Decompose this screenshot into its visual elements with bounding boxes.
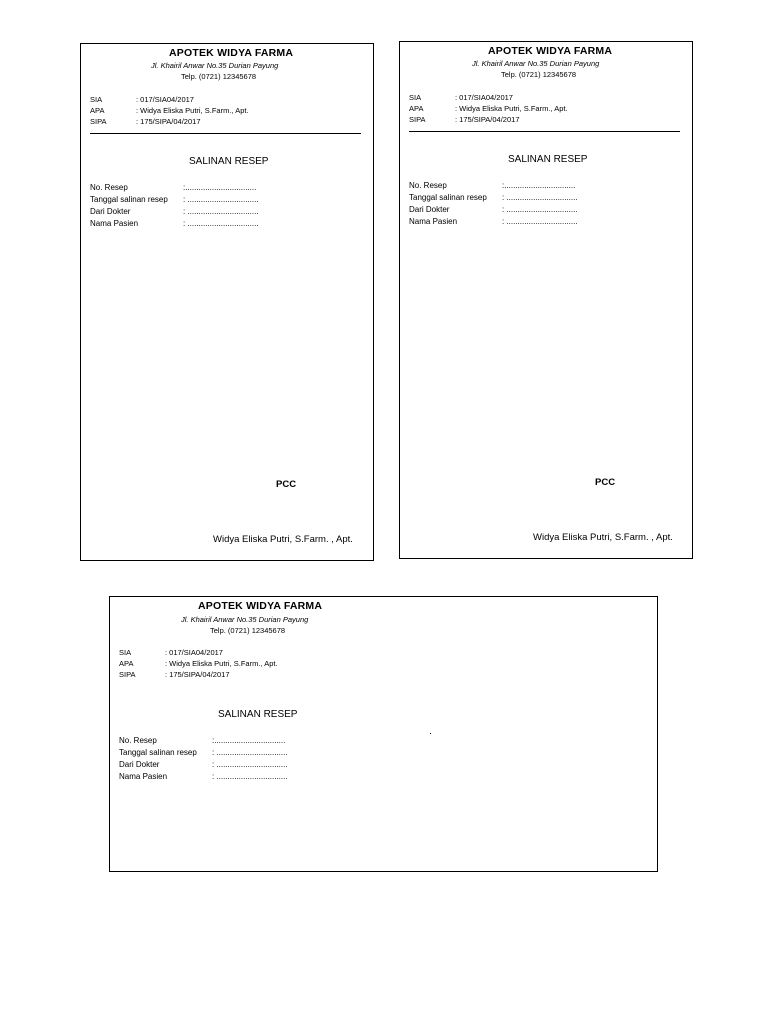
- license-key: SIPA: [409, 115, 426, 124]
- pharmacy-phone: Telp. (0721) 12345678: [181, 72, 257, 81]
- field-nama-pasien: [409, 216, 578, 228]
- license-value: : 175/SIPA/04/2017: [455, 115, 520, 124]
- license-sia: [409, 93, 513, 102]
- field-value: : ................................: [502, 205, 578, 214]
- license-key: SIA: [90, 95, 103, 104]
- license-key: APA: [119, 659, 134, 668]
- pharmacy-name: APOTEK WIDYA FARMA: [169, 47, 294, 59]
- prescription-fields: [90, 182, 259, 230]
- field-value: : ................................: [183, 207, 259, 216]
- field-label: No. Resep: [119, 736, 157, 745]
- field-no-resep: [119, 735, 288, 747]
- license-key: APA: [90, 106, 105, 115]
- prescription-copy-sheet-2: [399, 41, 693, 559]
- pharmacist-signature-name: Widya Eliska Putri, S.Farm. , Apt.: [533, 532, 673, 543]
- license-apa: [90, 106, 249, 115]
- field-dari-dokter: [409, 204, 578, 216]
- license-sipa: [409, 115, 520, 124]
- field-value: :................................: [502, 181, 576, 190]
- prescription-fields: [409, 180, 578, 228]
- license-sia: [119, 648, 223, 657]
- field-label: Nama Pasien: [409, 217, 458, 226]
- prescription-copy-sheet-3: [109, 596, 658, 872]
- field-value: : ................................: [502, 193, 578, 202]
- license-apa: [119, 659, 278, 668]
- field-value: : ................................: [183, 195, 259, 204]
- license-apa: [409, 104, 568, 113]
- field-label: Dari Dokter: [90, 207, 131, 216]
- license-value: : 017/SIA04/2017: [136, 95, 194, 104]
- license-key: APA: [409, 104, 424, 113]
- field-label: Nama Pasien: [119, 772, 168, 781]
- header-divider: [90, 133, 361, 134]
- field-dari-dokter: [119, 759, 288, 771]
- license-value: : 175/SIPA/04/2017: [136, 117, 201, 126]
- license-value: : 175/SIPA/04/2017: [165, 670, 230, 679]
- prescription-fields: [119, 735, 288, 783]
- stray-dot-mark: [430, 733, 431, 734]
- pharmacy-address: Jl. Khairil Anwar No.35 Durian Payung: [181, 615, 309, 624]
- field-value: :................................: [183, 183, 257, 192]
- field-value: : ................................: [183, 219, 259, 228]
- license-value: : 017/SIA04/2017: [455, 93, 513, 102]
- document-title: SALINAN RESEP: [508, 154, 588, 165]
- field-label: Dari Dokter: [409, 205, 450, 214]
- field-value: : ................................: [212, 760, 288, 769]
- field-value: : ................................: [212, 748, 288, 757]
- license-value: : Widya Eliska Putri, S.Farm., Apt.: [165, 659, 278, 668]
- license-sipa: [119, 670, 230, 679]
- field-label: Tanggal salinan resep: [90, 195, 168, 204]
- license-key: SIPA: [90, 117, 107, 126]
- document-title: SALINAN RESEP: [189, 156, 269, 167]
- field-no-resep: [409, 180, 578, 192]
- license-key: SIA: [409, 93, 422, 102]
- field-tanggal-salinan: [90, 194, 259, 206]
- field-no-resep: [90, 182, 259, 194]
- field-value: : ................................: [502, 217, 578, 226]
- pharmacy-phone: Telp. (0721) 12345678: [501, 70, 577, 79]
- license-key: SIPA: [119, 670, 136, 679]
- field-tanggal-salinan: [409, 192, 578, 204]
- field-label: Dari Dokter: [119, 760, 160, 769]
- pharmacy-address: Jl. Khairil Anwar No.35 Durian Payung: [151, 61, 279, 70]
- pharmacy-name: APOTEK WIDYA FARMA: [198, 600, 323, 612]
- header-divider: [409, 131, 680, 132]
- field-label: No. Resep: [90, 183, 128, 192]
- field-label: Nama Pasien: [90, 219, 139, 228]
- field-nama-pasien: [90, 218, 259, 230]
- field-tanggal-salinan: [119, 747, 288, 759]
- license-key: SIA: [119, 648, 132, 657]
- field-nama-pasien: [119, 771, 288, 783]
- pharmacy-address: Jl. Khairil Anwar No.35 Durian Payung: [472, 59, 600, 68]
- license-value: : Widya Eliska Putri, S.Farm., Apt.: [136, 106, 249, 115]
- field-label: Tanggal salinan resep: [119, 748, 197, 757]
- license-value: : Widya Eliska Putri, S.Farm., Apt.: [455, 104, 568, 113]
- pharmacist-signature-name: Widya Eliska Putri, S.Farm. , Apt.: [213, 534, 353, 545]
- field-value: : ................................: [212, 772, 288, 781]
- pharmacy-name: APOTEK WIDYA FARMA: [488, 45, 613, 57]
- field-value: :................................: [212, 736, 286, 745]
- pharmacy-phone: Telp. (0721) 12345678: [210, 626, 286, 635]
- pcc-label: PCC: [276, 479, 297, 490]
- license-value: : 017/SIA04/2017: [165, 648, 223, 657]
- field-dari-dokter: [90, 206, 259, 218]
- document-title: SALINAN RESEP: [218, 709, 298, 720]
- prescription-copy-sheet-1: [80, 43, 374, 561]
- license-sia: [90, 95, 194, 104]
- license-sipa: [90, 117, 201, 126]
- field-label: Tanggal salinan resep: [409, 193, 487, 202]
- field-label: No. Resep: [409, 181, 447, 190]
- pcc-label: PCC: [595, 477, 616, 488]
